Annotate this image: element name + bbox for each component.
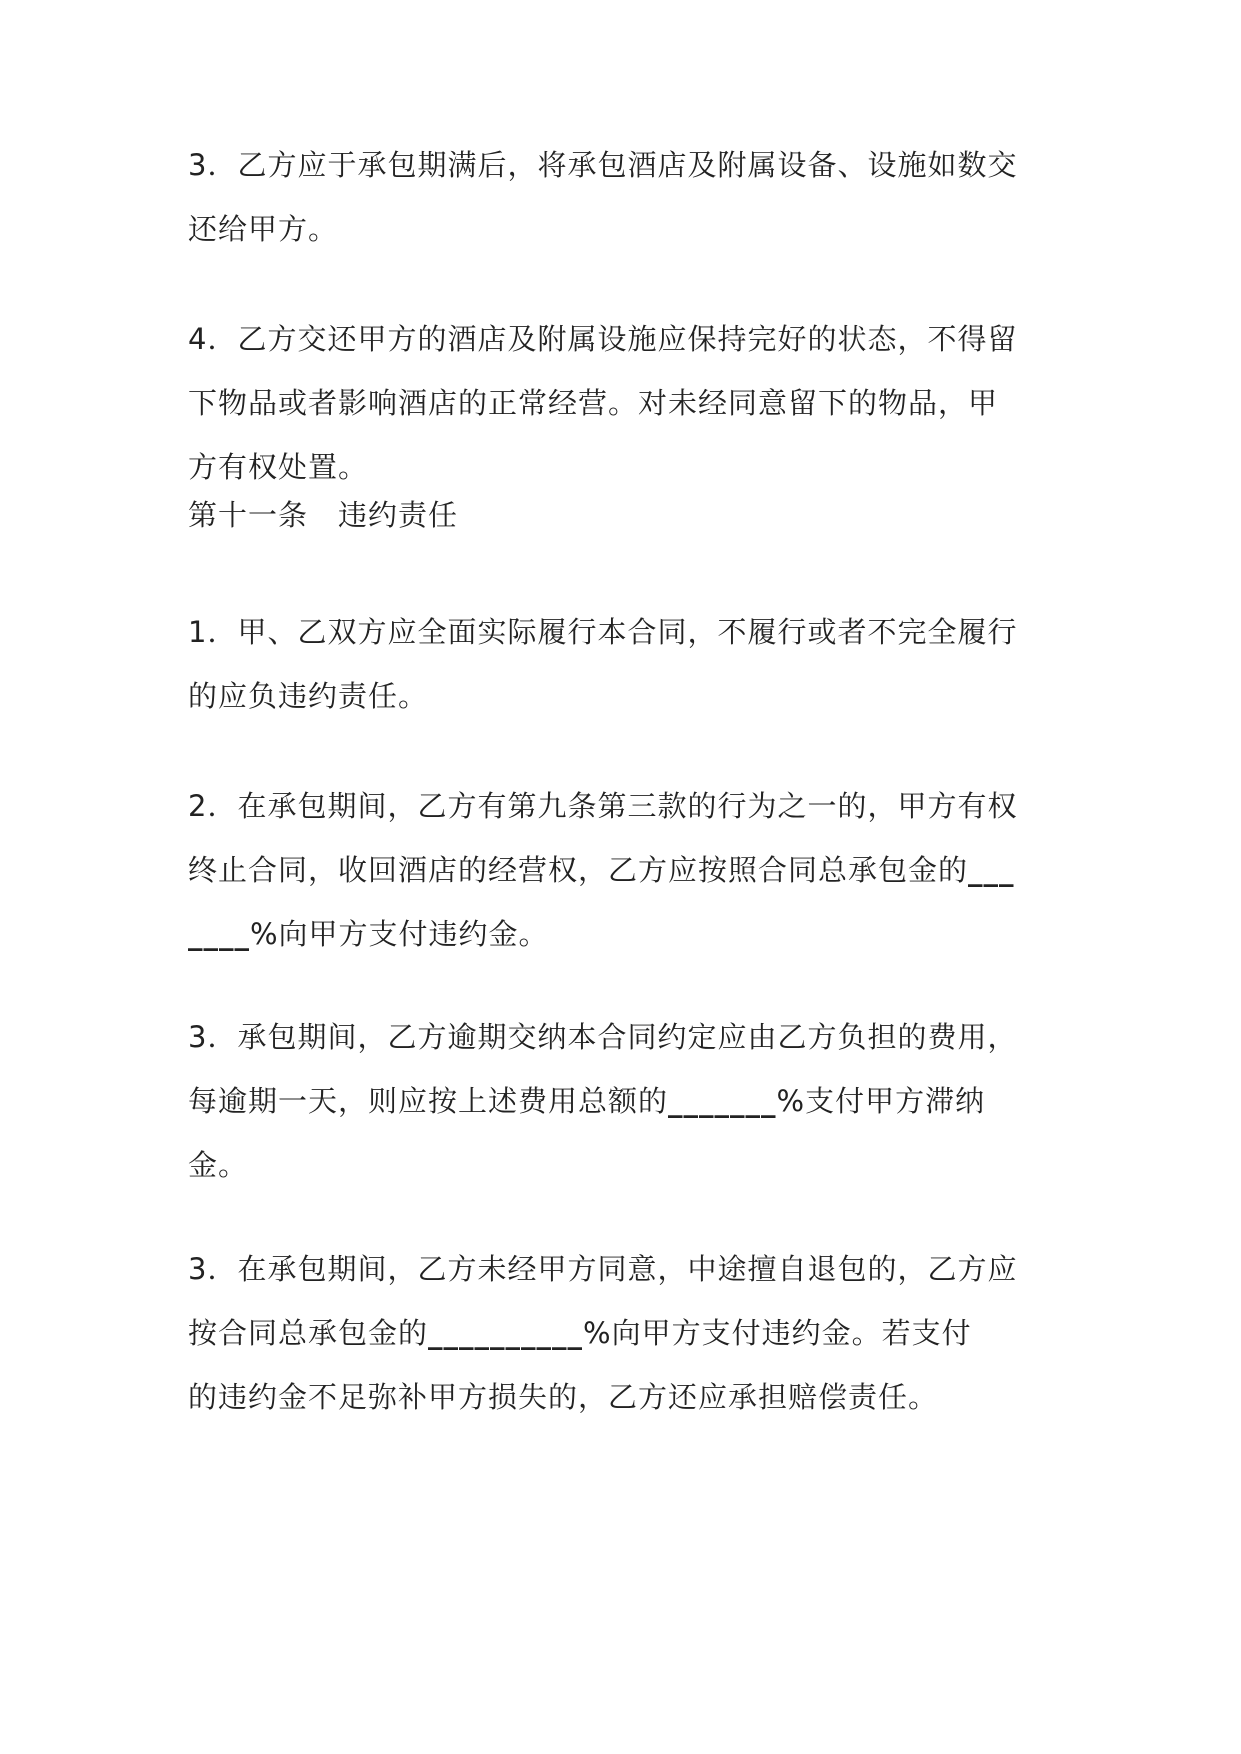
text-line: 的违约金不足弥补甲方损失的，乙方还应承担赔偿责任。: [188, 1380, 939, 1414]
text-line: 3．乙方应于承包期满后，将承包酒店及附属设备、设施如数交: [188, 148, 1018, 182]
text-segment: 每逾期一天，则应按上述费用总额的: [188, 1084, 669, 1118]
text-segment: 按合同总承包金的: [188, 1316, 429, 1350]
text-line: 的应负违约责任。: [188, 679, 429, 713]
section-heading: 第十一条 违约责任: [188, 498, 459, 532]
text-segment: 终止合同，收回酒店的经营权，乙方应按照合同总承包金的: [188, 853, 969, 887]
text-line: [188, 902, 1058, 966]
clause-3-early-withdrawal: [188, 1237, 1058, 1429]
fill-in-blank: __________: [428, 1316, 584, 1350]
text-line: 方有权处置。: [188, 450, 369, 484]
text-line: [188, 1069, 1058, 1133]
text-segment: %向甲方支付违约金。若支付: [583, 1316, 972, 1350]
text-line: [188, 1301, 1058, 1365]
text-line: 还给甲方。: [188, 212, 339, 246]
text-line: 4．乙方交还甲方的酒店及附属设施应保持完好的状态，不得留: [188, 322, 1018, 356]
text-line: [188, 838, 1058, 902]
text-line: 2．在承包期间，乙方有第九条第三款的行为之一的，甲方有权: [188, 789, 1018, 823]
text-segment: %向甲方支付违约金。: [250, 917, 549, 951]
text-line: 3．在承包期间，乙方未经甲方同意，中途擅自退包的，乙方应: [188, 1252, 1018, 1286]
article-11-heading: [188, 483, 1058, 547]
fill-in-blank: ___: [968, 853, 1015, 887]
text-line: 下物品或者影响酒店的正常经营。对未经同意留下的物品，甲: [188, 386, 999, 420]
text-segment: %支付甲方滞纳: [776, 1084, 986, 1118]
clause-1-liability: [188, 600, 1058, 728]
fill-in-blank: ____: [188, 917, 250, 951]
text-line: 1．甲、乙双方应全面实际履行本合同，不履行或者不完全履行: [188, 615, 1018, 649]
clause-4-condition-of-return: [188, 307, 1058, 499]
fill-in-blank: _______: [668, 1084, 777, 1118]
text-line: 金。: [188, 1148, 249, 1182]
clause-2-termination-penalty: [188, 774, 1058, 966]
text-line: 3．承包期间，乙方逾期交纳本合同约定应由乙方负担的费用，: [188, 1020, 1018, 1054]
clause-3-return-property: [188, 133, 1058, 261]
clause-3-late-fee: [188, 1005, 1058, 1197]
